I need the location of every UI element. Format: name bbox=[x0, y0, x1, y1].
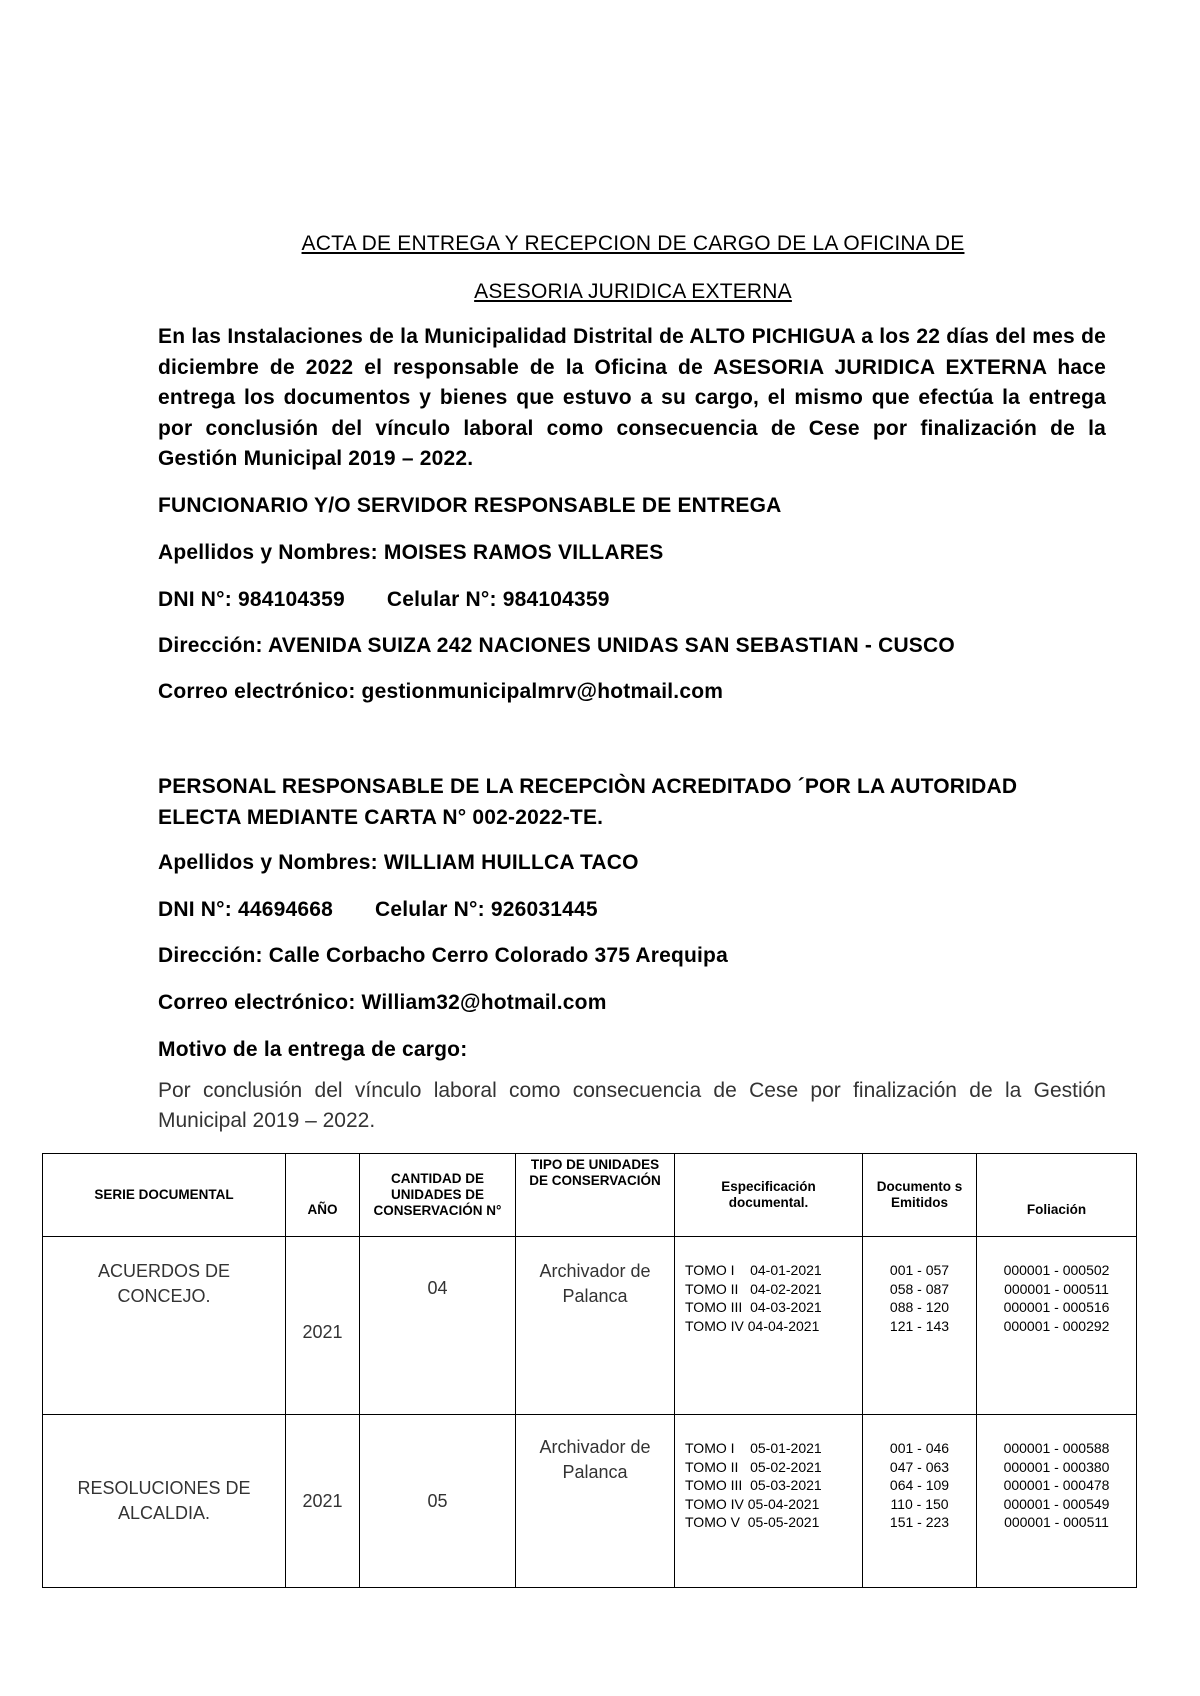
intro-paragraph: En las Instalaciones de la Municipalidad Distrital de ALTO PICHIGUA a los 22 días del mes de diciembre de 2022 el responsable de la Oficina de ASESORIA JURIDICA EXTERNA hace entrega los documentos y bienes que estuvo a su cargo, el mismo que efectúa la entrega por conclusión del vínculo laboral como consecuencia de Cese por finalización de la Gestión Municipal 2019 – 2022. bbox=[158, 325, 1106, 470]
reception-names: Apellidos y Nombres: WILLIAM HUILLCA TACO bbox=[158, 851, 639, 874]
row-tipo: Archivador de Palanca bbox=[516, 1415, 675, 1588]
row-anio: 2021 bbox=[286, 1415, 360, 1588]
delivery-section-heading: FUNCIONARIO Y/O SERVIDOR RESPONSABLE DE ENTREGA bbox=[158, 494, 782, 517]
reception-address: Dirección: Calle Corbacho Cerro Colorado 375 Arequipa bbox=[158, 944, 728, 967]
delivery-email: Correo electrónico: gestionmunicipalmrv@hotmail.com bbox=[158, 680, 724, 703]
table-row bbox=[43, 1237, 1137, 1415]
reason-text: Por conclusión del vínculo laboral como consecuencia de Cese por finalización de la Gestión Municipal 2019 – 2022. bbox=[158, 1079, 1106, 1132]
documents-table bbox=[42, 1153, 1137, 1588]
header-foliacion: Foliación bbox=[977, 1154, 1137, 1237]
reception-id-line bbox=[158, 898, 598, 922]
table-row bbox=[43, 1415, 1137, 1588]
header-documentos: Documento s Emitidos bbox=[863, 1154, 977, 1237]
header-anio: AÑO bbox=[286, 1154, 360, 1237]
document-title-line-1: ACTA DE ENTREGA Y RECEPCION DE CARGO DE LA OFICINA DE bbox=[301, 232, 965, 255]
row-foliacion: 000001 - 000588 000001 - 000380 000001 - 000478 000001 - 000549 000001 - 000511 bbox=[977, 1415, 1137, 1588]
reception-section-heading: PERSONAL RESPONSABLE DE LA RECEPCIÒN ACREDITADO ´POR LA AUTORIDAD ELECTA MEDIANTE CARTA N° 002-2022-TE. bbox=[158, 775, 1018, 829]
delivery-id-line bbox=[158, 588, 610, 612]
delivery-names: Apellidos y Nombres: MOISES RAMOS VILLARES bbox=[158, 541, 664, 564]
reception-dni: DNI N°: 44694668 bbox=[158, 898, 334, 921]
row-documentos: 001 - 046 047 - 063 064 - 109 110 - 150 151 - 223 bbox=[863, 1415, 977, 1588]
reception-email: Correo electrónico: William32@hotmail.com bbox=[158, 991, 607, 1014]
row-tipo: Archivador de Palanca bbox=[516, 1237, 675, 1415]
delivery-dni: DNI N°: 984104359 bbox=[158, 588, 345, 611]
row-anio: 2021 bbox=[286, 1237, 360, 1415]
reception-phone: Celular N°: 926031445 bbox=[375, 898, 598, 921]
row-especificacion: TOMO I 05-01-2021 TOMO II 05-02-2021 TOMO III 05-03-2021 TOMO IV 05-04-2021 TOMO V 05-05-2021 bbox=[675, 1415, 863, 1588]
document-title-line-2: ASESORIA JURIDICA EXTERNA bbox=[474, 280, 792, 303]
header-cantidad: CANTIDAD DE UNIDADES DE CONSERVACIÓN N° bbox=[360, 1154, 516, 1237]
row-especificacion: TOMO I 04-01-2021 TOMO II 04-02-2021 TOMO III 04-03-2021 TOMO IV 04-04-2021 bbox=[675, 1237, 863, 1415]
header-serie: SERIE DOCUMENTAL bbox=[43, 1154, 286, 1237]
row-cantidad: 05 bbox=[360, 1415, 516, 1588]
row-foliacion: 000001 - 000502 000001 - 000511 000001 - 000516 000001 - 000292 bbox=[977, 1237, 1137, 1415]
header-tipo: TIPO DE UNIDADES DE CONSERVACIÓN bbox=[516, 1154, 675, 1237]
row-serie: ACUERDOS DE CONCEJO. bbox=[43, 1237, 286, 1415]
row-documentos: 001 - 057 058 - 087 088 - 120 121 - 143 bbox=[863, 1237, 977, 1415]
table-header-row bbox=[43, 1154, 1137, 1237]
header-especificacion: Especificación documental. bbox=[675, 1154, 863, 1237]
delivery-phone: Celular N°: 984104359 bbox=[386, 588, 610, 611]
reason-label: Motivo de la entrega de cargo: bbox=[158, 1038, 468, 1061]
row-serie: RESOLUCIONES DE ALCALDIA. bbox=[43, 1415, 286, 1588]
delivery-address: Dirección: AVENIDA SUIZA 242 NACIONES UNIDAS SAN SEBASTIAN - CUSCO bbox=[158, 634, 955, 657]
row-cantidad: 04 bbox=[360, 1237, 516, 1415]
